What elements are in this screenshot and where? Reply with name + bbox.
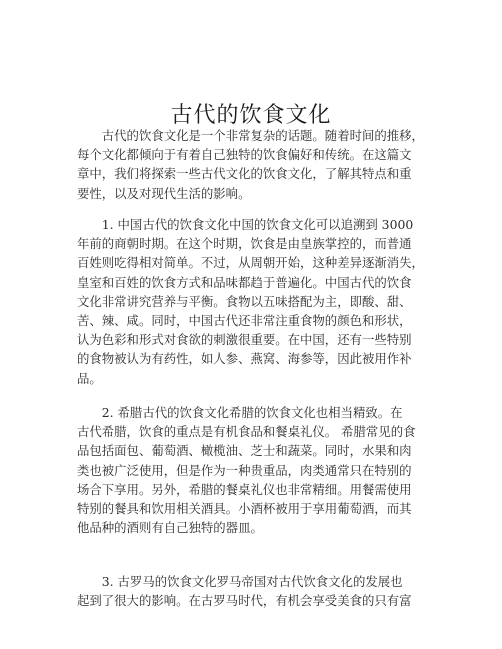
text-line: 苦、辣、咸。同时，中国古代还非常注重食物的颜色和形状，	[77, 313, 412, 329]
text-line: 品。	[77, 370, 102, 386]
page-title: 古代的饮食文化	[170, 102, 332, 128]
section-greece-paragraph	[77, 403, 437, 537]
text-line: 每个文化都倾向于有着自己独特的饮食偏好和传统。在这篇文	[77, 147, 412, 163]
intro-paragraph	[77, 126, 437, 203]
text-line: 他品种的酒则有自己独特的器皿。	[77, 520, 263, 536]
text-line: 2. 希腊古代的饮食文化希腊的饮食文化也相当精致。在	[77, 405, 403, 420]
text-line: 认为色彩和形式对食欲的刺激很重要。在中国，还有一些特别	[77, 332, 412, 348]
section-china-paragraph	[77, 215, 437, 388]
text-line: 皇室和百姓的饮食方式和品味都趋于普遍化。中国古代的饮食	[77, 274, 412, 290]
text-line: 文化非常讲究营养与平衡。食物以五味搭配为主，即酸、甜、	[77, 293, 412, 309]
text-line: 场合下享用。另外，希腊的餐桌礼仪也非常精细。用餐需使用	[77, 481, 412, 497]
section-rome-paragraph	[77, 572, 437, 610]
text-line: 品包括面包、葡萄酒、橄榄油、芝士和蔬菜。同时，水果和肉	[77, 443, 412, 459]
text-line: 1. 中国古代的饮食文化中国的饮食文化可以追溯到 3000	[77, 217, 414, 232]
text-line: 百姓则吃得相对简单。不过，从周朝开始，这种差异逐渐消失，	[77, 255, 424, 271]
text-line: 特别的餐具和饮用相关酒具。小酒杯被用于享用葡萄酒，而其	[77, 501, 412, 517]
text-line: 古代的饮食文化是一个非常复杂的话题。随着时间的推移，	[77, 128, 424, 143]
text-line: 起到了很大的影响。在古罗马时代，有机会享受美食的只有富	[77, 593, 412, 609]
text-line: 章中，我们将探索一些古代文化的饮食文化，了解其特点和重	[77, 166, 412, 182]
text-line: 年前的商朝时期。在这个时期，饮食是由皇族掌控的，而普通	[77, 236, 412, 252]
text-line: 的食物被认为有药性，如人参、燕窝、海参等，因此被用作补	[77, 351, 412, 367]
text-line: 要性，以及对现代生活的影响。	[77, 185, 251, 201]
text-line: 3. 古罗马的饮食文化罗马帝国对古代饮食文化的发展也	[77, 574, 403, 589]
text-line: 古代希腊，饮食的重点是有机食品和餐桌礼仪。 希腊常见的食	[77, 424, 416, 440]
text-line: 类也被广泛使用，但是作为一种贵重品，肉类通常只在特别的	[77, 462, 412, 478]
